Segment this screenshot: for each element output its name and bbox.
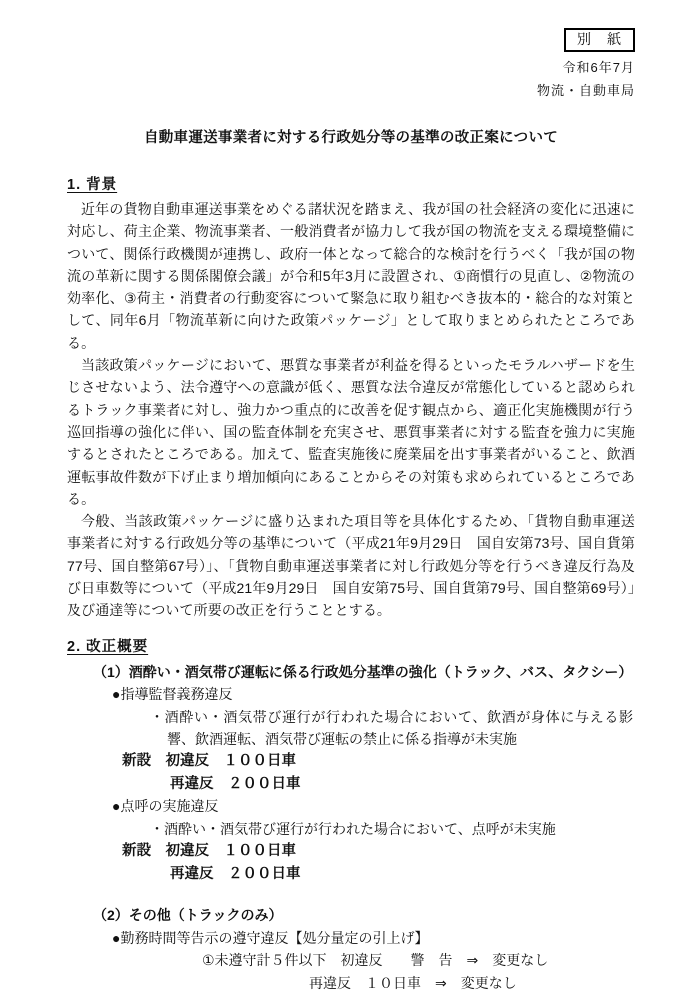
violation-item-working-hours <box>67 927 635 995</box>
background-paragraph-1: 近年の貨物自動車運送事業をめぐる諸状況を踏まえ、我が国の社会経済の変化に迅速に対応し、荷主企業、物流事業者、一般消費者が協力して我が国の物流を支える環境整備について、関係行政機関が連携し、政府一体となって総合的な検討を行うべく「我が国の物流の革新に関する関係閣僚会議」が令和5年3月に設置され、①商慣行の見直し、②物流の効率化、③荷主・消費者の行動変容について緊急に取り組むべき抜本的・総合的な対策として、同年6月「物流革新に向けた政策パッケージ」として取りまとめられたところである。 <box>67 201 635 351</box>
background-body <box>67 198 635 622</box>
subsection-1-heading: （1）酒酔い・酒気帯び運転に係る行政処分基準の強化（トラック、バス、タクシー） <box>93 663 633 680</box>
penalty-repeat-violation: 再違反 ２００日車 <box>170 775 301 792</box>
violation-detail: ・酒酔い・酒気帯び運行が行われた場合において、飲酒が身体に与える影響、飲酒運転、酒気帯び運転の禁止に係る指導が未実施 <box>150 708 633 747</box>
section-1-heading: 1. 背景 <box>67 177 118 193</box>
penalty-first-violation: 新設 初違反 １００日車 <box>122 843 296 860</box>
issuing-department: 物流・自動車局 <box>536 83 635 98</box>
violation-bullet: ●点呼の実施違反 <box>112 798 219 815</box>
section-outline <box>67 635 635 994</box>
violation-bullet: ●指導監督義務違反 <box>112 686 233 703</box>
document-date: 令和6年7月 <box>562 60 635 75</box>
violation-bullet: ●勤務時間等告示の遵守違反【処分量定の引上げ】 <box>112 929 429 946</box>
section-2-heading: 2. 改正概要 <box>67 638 149 655</box>
violation-item-rollcall <box>67 795 635 885</box>
violation-detail: ・酒酔い・酒気帯び運行が行われた場合において、点呼が未実施 <box>150 820 556 837</box>
penalty-repeat-violation: 再違反 ２００日車 <box>170 865 301 882</box>
background-paragraph-2: 当該政策パッケージにおいて、悪質な事業者が利益を得るといったモラルハザードを生じさせないよう、法令遵守への意識が低く、悪質な法令違反が常態化していると認められるトラック事業者に対し、強力かつ重点的に改善を促す観点から、適正化実施機関が行う巡回指導の強化に伴い、国の監査体制を充実させ、悪質事業者に対する監査を強力に実施するとされたところである。加えて、監査実施後に廃業届を出す事業者がいること、飲酒運転事故件数が下げ止まり増加傾向にあることからその対策も求められているところである。 <box>67 357 635 507</box>
penalty-first-violation: 新設 初違反 １００日車 <box>122 753 296 770</box>
section-background <box>67 173 635 622</box>
rule-first-violation: ①未遵守計５件以下 初違反 警 告 ⇒ 変更なし <box>202 952 549 969</box>
background-paragraph-3: 今般、当該政策パッケージに盛り込まれた項目等を具体化するため、「貨物自動車運送事業者に対する行政処分等の基準について（平成21年9月29日 国自安第73号、国自貨第77号、国自整第67号）」、「貨物自動車運送事業者に対し行政処分等を行うべき違反行為及び日車数等について（平成21年9月29日 国自安第75号、国自貨第79号、国自整第69号）」及び通達等について所要の改正を行うこととする。 <box>67 513 635 619</box>
header-block <box>67 28 635 98</box>
attachment-tag-label: 別 紙 <box>577 31 622 47</box>
violation-item-supervision <box>67 683 635 795</box>
rule-repeat-violation: 再違反 １０日車 ⇒ 変更なし <box>309 974 517 991</box>
attachment-tag-box <box>564 28 635 52</box>
document-title: 自動車運送事業者に対する行政処分等の基準の改正案について <box>143 130 559 146</box>
subsection-2-heading: （2）その他（トラックのみ） <box>93 907 283 924</box>
